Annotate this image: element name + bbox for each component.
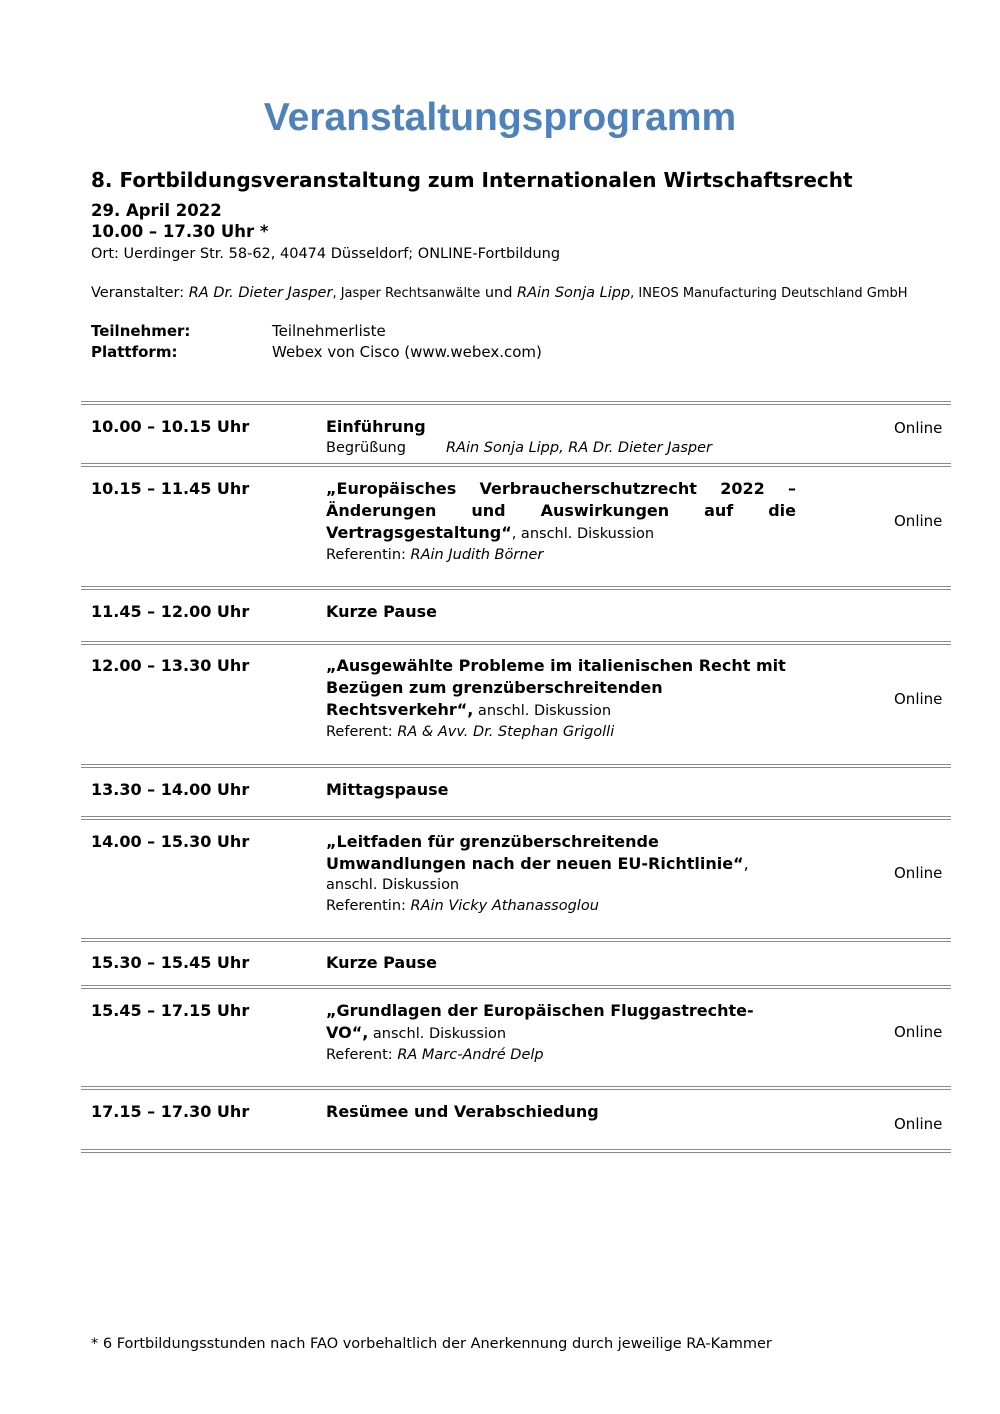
session-title: Kurze Pause xyxy=(326,953,437,972)
schedule-content xyxy=(326,952,796,974)
platform-value: Webex von Cisco (www.webex.com) xyxy=(272,343,542,361)
participants-label: Teilnehmer: xyxy=(91,322,191,340)
table-rule xyxy=(81,938,951,942)
schedule-content xyxy=(326,478,796,566)
table-rule xyxy=(81,816,951,820)
session-suffix: anschl. Diskussion xyxy=(473,703,612,719)
schedule-time: 13.30 – 14.00 Uhr xyxy=(91,780,250,799)
session-sub-label: Begrüßung xyxy=(326,440,406,456)
schedule-time: 10.15 – 11.45 Uhr xyxy=(91,479,250,498)
online-badge: Online xyxy=(894,1023,943,1041)
referent-label: Referentin: xyxy=(326,547,411,563)
organizer-org-1: , Jasper Rechtsanwälte xyxy=(332,286,481,301)
organizer-person-1: RA Dr. Dieter Jasper xyxy=(188,285,333,301)
organizer-joiner: und xyxy=(480,285,518,301)
session-speakers: RAin Sonja Lipp, RA Dr. Dieter Jasper xyxy=(445,440,713,456)
schedule-time: 11.45 – 12.00 Uhr xyxy=(91,602,250,621)
table-rule xyxy=(81,401,951,405)
table-rule xyxy=(81,985,951,989)
schedule-content xyxy=(326,1000,776,1066)
session-title: Resümee und Verabschiedung xyxy=(326,1102,599,1121)
session-suffix: , xyxy=(743,854,749,873)
schedule-time: 14.00 – 15.30 Uhr xyxy=(91,832,250,851)
schedule-time: 10.00 – 10.15 Uhr xyxy=(91,417,250,436)
referent-name: RAin Judith Börner xyxy=(410,547,544,563)
referent-name: RAin Vicky Athanassoglou xyxy=(410,898,599,914)
organizer-person-2: RAin Sonja Lipp xyxy=(517,285,631,301)
session-title: „Grundlagen der Europäischen Fluggastrechte-VO“, xyxy=(326,1001,754,1042)
schedule-content xyxy=(326,1101,796,1123)
event-time: 10.00 – 17.30 Uhr * xyxy=(91,222,269,241)
schedule-content xyxy=(326,831,796,917)
referent-name: RA Marc-André Delp xyxy=(397,1047,544,1063)
table-rule xyxy=(81,764,951,768)
session-title-line: „Europäisches Verbraucherschutzrecht 2022 – xyxy=(326,479,796,498)
table-rule xyxy=(81,1086,951,1090)
schedule-time: 15.45 – 17.15 Uhr xyxy=(91,1001,250,1020)
table-rule xyxy=(81,1149,951,1153)
event-location: Ort: Uerdinger Str. 58-62, 40474 Düsseldorf; ONLINE-Fortbildung xyxy=(91,246,561,262)
online-badge: Online xyxy=(894,419,943,437)
platform-label: Plattform: xyxy=(91,343,178,361)
online-badge: Online xyxy=(894,690,943,708)
referent-label: Referentin: xyxy=(326,898,411,914)
table-rule xyxy=(81,641,951,645)
participants-value: Teilnehmerliste xyxy=(272,322,386,340)
session-title: Mittagspause xyxy=(326,780,449,799)
schedule-time: 15.30 – 15.45 Uhr xyxy=(91,953,250,972)
session-title-line: Vertragsgestaltung“ xyxy=(326,523,512,542)
schedule-content xyxy=(326,779,796,801)
session-title: Kurze Pause xyxy=(326,602,437,621)
footnote: * 6 Fortbildungsstunden nach FAO vorbehaltlich der Anerkennung durch jeweilige RA-Kammer xyxy=(91,1336,772,1352)
schedule-content xyxy=(326,416,796,459)
table-rule xyxy=(81,586,951,590)
referent-label: Referent: xyxy=(326,724,398,740)
event-subtitle: 8. Fortbildungsveranstaltung zum Internationalen Wirtschaftsrecht xyxy=(91,168,853,192)
schedule-content xyxy=(326,655,796,743)
session-extra-line: anschl. Diskussion xyxy=(326,877,460,893)
schedule-time: 12.00 – 13.30 Uhr xyxy=(91,656,250,675)
event-date: 29. April 2022 xyxy=(91,201,222,220)
session-title: „Ausgewählte Probleme im italienischen Recht mit Bezügen zum grenzüberschreitenden Rechtsverkehr“, xyxy=(326,656,786,719)
organizer-org-2: , INEOS Manufacturing Deutschland GmbH xyxy=(630,286,908,301)
table-rule xyxy=(81,463,951,467)
organizer-line xyxy=(91,283,908,304)
schedule-content xyxy=(326,601,796,623)
session-title: Einführung xyxy=(326,417,426,436)
page-title: Veranstaltungsprogramm xyxy=(263,96,737,139)
session-suffix: anschl. Diskussion xyxy=(368,1026,507,1042)
referent-label: Referent: xyxy=(326,1047,398,1063)
session-title: „Leitfaden für grenzüberschreitende Umwandlungen nach der neuen EU-Richtlinie“ xyxy=(326,832,744,873)
session-title-line: Änderungen und Auswirkungen auf die xyxy=(326,501,796,520)
session-suffix: , anschl. Diskussion xyxy=(511,526,655,542)
online-badge: Online xyxy=(894,864,943,882)
schedule-time: 17.15 – 17.30 Uhr xyxy=(91,1102,250,1121)
online-badge: Online xyxy=(894,512,943,530)
online-badge: Online xyxy=(894,1115,943,1133)
referent-name: RA & Avv. Dr. Stephan Grigolli xyxy=(397,724,615,740)
organizer-prefix: Veranstalter: xyxy=(91,285,189,301)
